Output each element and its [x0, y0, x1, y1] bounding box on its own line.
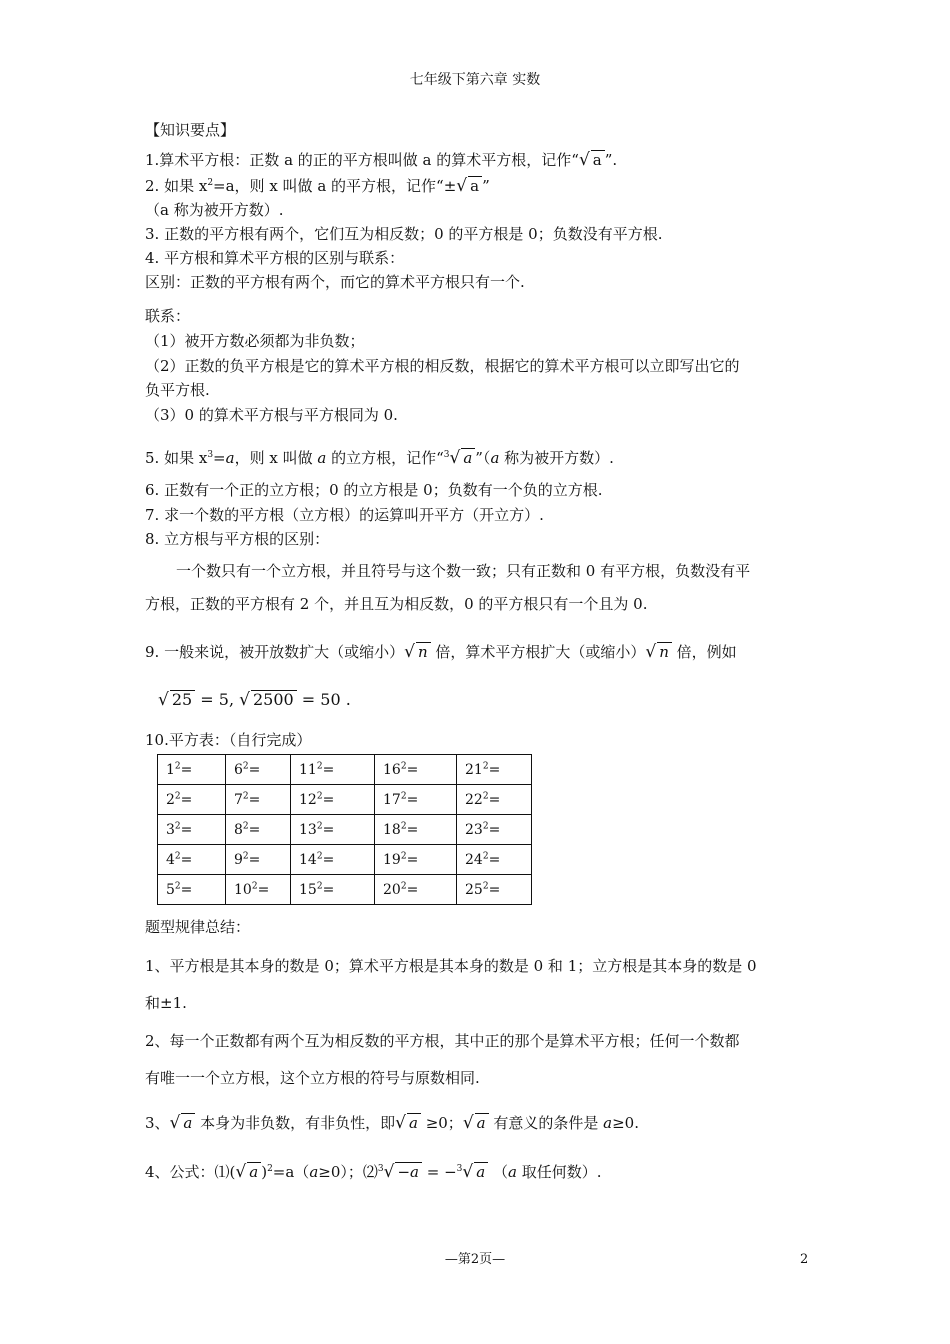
equals: =: [322, 791, 335, 808]
point-10: 10.平方表：（自行完成）: [145, 731, 312, 749]
point-1: [145, 150, 617, 170]
exponent: 2: [400, 850, 407, 861]
radicand: a: [474, 1162, 488, 1181]
radical-sign: √: [158, 690, 169, 710]
equals: =: [406, 791, 419, 808]
square-cell: [291, 785, 375, 815]
equals: =: [488, 881, 501, 898]
point-5-end: 称为被开方数）.: [499, 449, 614, 467]
summary-4-text: 4、公式：⑴(: [145, 1163, 236, 1181]
point-8-body-cont: 方根，正数的平方根有 2 个，并且互为相反数，0 的平方根只有一个且为 0.: [145, 595, 648, 613]
square-cell: [375, 785, 457, 815]
summary-4-text: = −: [421, 1163, 457, 1181]
point-2: [145, 176, 490, 196]
summary-3-end: ≥0.: [612, 1114, 639, 1132]
exponent: 2: [174, 850, 181, 861]
point-9-text: 9. 一般来说，被开放数扩大（或缩小）: [145, 643, 405, 661]
table-row: [158, 845, 532, 875]
radical-sign: √: [395, 1113, 406, 1133]
variable-a: a: [309, 1163, 319, 1181]
square-cell: [158, 815, 226, 845]
point-7: 7. 求一个数的平方根（立方根）的运算叫开平方（开立方）.: [145, 506, 544, 524]
base-number: 18: [383, 821, 401, 838]
exponent: 2: [400, 880, 407, 891]
point-8-body: 一个数只有一个立方根，并且符号与这个数一致；只有正数和 0 有平方根，负数没有平: [176, 562, 751, 580]
equals: =: [248, 761, 261, 778]
variable-a: a: [317, 449, 327, 467]
equals: =: [257, 881, 270, 898]
point-9-end: 倍，例如: [671, 643, 737, 661]
root-index: 3: [443, 450, 450, 460]
base-number: 20: [383, 881, 401, 898]
equals: =: [180, 761, 193, 778]
square-cell: [226, 755, 291, 785]
point-8: 8. 立方根与平方根的区别：: [145, 530, 330, 548]
equals: =: [322, 881, 335, 898]
square-cell: [457, 845, 532, 875]
radicand: −a: [395, 1162, 422, 1181]
page-number: 2: [800, 1252, 809, 1267]
square-cell: [158, 755, 226, 785]
exponent: 2: [316, 850, 323, 861]
exponent: 2: [267, 1164, 273, 1174]
equals: =: [322, 821, 335, 838]
variable-a: a: [507, 1163, 517, 1181]
exponent: 2: [400, 820, 407, 831]
page-footer: —第2页—: [444, 1252, 506, 1267]
equals: =: [488, 791, 501, 808]
base-number: 5: [166, 881, 175, 898]
equals: =: [488, 851, 501, 868]
point-1-text: 1.算术平方根：正数 a 的正的平方根叫做 a 的算术平方根，记作“: [145, 151, 579, 169]
radicand: n: [416, 642, 431, 661]
table-row: [158, 815, 532, 845]
exponent: 2: [400, 760, 407, 771]
base-number: 15: [299, 881, 317, 898]
square-cell: [375, 755, 457, 785]
point-1-end: ”.: [604, 151, 618, 169]
equals: =: [406, 881, 419, 898]
summary-2: 2、每一个正数都有两个互为相反数的平方根，其中正的那个是算术平方根；任何一个数都: [145, 1032, 740, 1050]
equals: =: [213, 449, 226, 467]
variable-a: a: [225, 449, 235, 467]
base-number: 14: [299, 851, 317, 868]
paren: ): [261, 1163, 268, 1181]
square-cell: [291, 845, 375, 875]
radical-sign: √: [383, 1162, 395, 1182]
point-4-difference: 区别：正数的平方根有两个，而它的算术平方根只有一个.: [145, 273, 525, 291]
point-9-example: [158, 690, 351, 710]
base-number: 13: [299, 821, 317, 838]
point-5-mid: 的立方根，记作“: [326, 449, 444, 467]
exponent: 2: [242, 820, 249, 831]
base-number: 9: [234, 851, 243, 868]
radicand: 2500: [251, 690, 297, 709]
base-number: 23: [465, 821, 483, 838]
base-number: 21: [465, 761, 483, 778]
square-cell: [375, 875, 457, 905]
relation-2: （2）正数的负平方根是它的算术平方根的相反数，根据它的算术平方根可以立即写出它的: [145, 357, 740, 375]
point-3: 3. 正数的平方根有两个，它们互为相反数；0 的平方根是 0；负数没有平方根.: [145, 225, 663, 243]
square-cell: [158, 845, 226, 875]
summary-title: 题型规律总结：: [145, 918, 251, 936]
exponent: 2: [242, 760, 249, 771]
radicand: n: [657, 642, 672, 661]
square-table: [157, 754, 532, 905]
point-5-mid: ”（: [475, 449, 491, 467]
equals: =: [180, 881, 193, 898]
summary-1-cont: 和±1.: [145, 994, 187, 1012]
radical-sign: √: [239, 690, 250, 710]
equals: =: [488, 761, 501, 778]
exponent: 3: [207, 450, 214, 460]
radicand: a: [247, 1162, 261, 1181]
equals: =: [488, 821, 501, 838]
summary-4: [145, 1162, 601, 1182]
base-number: 11: [299, 761, 317, 778]
equals: =: [248, 851, 261, 868]
base-number: 10: [234, 881, 252, 898]
exponent: 2: [400, 790, 407, 801]
square-cell: [291, 815, 375, 845]
radicand: a: [468, 176, 482, 195]
base-number: 12: [299, 791, 317, 808]
exponent: 2: [316, 880, 323, 891]
square-cell: [226, 845, 291, 875]
base-number: 17: [383, 791, 401, 808]
square-cell: [226, 875, 291, 905]
equals: =: [322, 851, 335, 868]
exponent: 2: [242, 850, 249, 861]
radical-sign: √: [645, 642, 657, 662]
exponent: 2: [316, 760, 323, 771]
exponent: 2: [207, 178, 214, 188]
page-header: 七年级下第六章 实数: [409, 72, 541, 88]
root-index: 3: [456, 1164, 463, 1174]
summary-3-text: 本身为非负数，有非负性，即: [195, 1114, 396, 1132]
square-cell: [375, 815, 457, 845]
square-cell: [375, 845, 457, 875]
relation-3: （3）0 的算术平方根与平方根同为 0.: [145, 406, 398, 424]
square-cell: [158, 785, 226, 815]
exponent: 2: [174, 760, 181, 771]
base-number: 6: [234, 761, 243, 778]
radical-sign: √: [404, 642, 415, 662]
section-title: 【知识要点】: [145, 121, 236, 139]
base-number: 22: [465, 791, 483, 808]
relation-2-cont: 负平方根.: [145, 381, 210, 399]
radical-sign: √: [462, 1113, 474, 1133]
radical-sign: √: [578, 150, 590, 170]
exponent: 2: [251, 880, 258, 891]
exponent: 2: [174, 880, 181, 891]
base-number: 3: [166, 821, 175, 838]
summary-4-text: （: [488, 1163, 508, 1181]
exponent: 2: [482, 850, 489, 861]
equals: =: [180, 851, 193, 868]
point-2-end: ”: [482, 177, 490, 195]
base-number: 7: [234, 791, 243, 808]
base-number: 25: [465, 881, 483, 898]
point-2-note: （a 称为被开方数）.: [145, 201, 284, 219]
summary-2-cont: 有唯一一个立方根，这个立方根的符号与原数相同.: [145, 1069, 480, 1087]
square-cell: [291, 875, 375, 905]
exponent: 2: [174, 820, 181, 831]
summary-1: 1、平方根是其本身的数是 0；算术平方根是其本身的数是 0 和 1；立方根是其本身的数是 0: [145, 957, 757, 975]
exponent: 2: [316, 790, 323, 801]
example-result: = 5,: [195, 690, 240, 709]
square-cell: [457, 875, 532, 905]
square-cell: [158, 875, 226, 905]
point-5: [145, 448, 614, 468]
radicand: a: [461, 448, 475, 467]
base-number: 24: [465, 851, 483, 868]
relation-1: （1）被开方数必须都为非负数；: [145, 332, 365, 350]
radicand: a: [181, 1113, 195, 1132]
table-row: [158, 755, 532, 785]
point-2-text: 2. 如果 x: [145, 177, 208, 195]
table-row: [158, 785, 532, 815]
equals: =: [248, 821, 261, 838]
square-cell: [457, 815, 532, 845]
square-cell: [457, 785, 532, 815]
example-result: = 50 .: [296, 690, 351, 709]
radical-sign: √: [235, 1162, 247, 1182]
exponent: 2: [316, 820, 323, 831]
square-cell: [457, 755, 532, 785]
base-number: 1: [166, 761, 175, 778]
exponent: 2: [482, 820, 489, 831]
point-2-mid: =a，则 x 叫做 a 的平方根，记作“±: [213, 177, 457, 195]
summary-3: [145, 1113, 639, 1133]
square-cell: [226, 815, 291, 845]
summary-3-text: ≥0；: [420, 1114, 463, 1132]
equals: =: [180, 821, 193, 838]
summary-4-text: =a（: [272, 1163, 310, 1181]
point-9-mid: 倍，算术平方根扩大（或缩小）: [430, 643, 646, 661]
point-5-text: 5. 如果 x: [145, 449, 208, 467]
variable-a: a: [490, 449, 500, 467]
point-9: [145, 642, 737, 662]
radical-sign: √: [449, 448, 461, 468]
radicand: a: [407, 1113, 421, 1132]
base-number: 8: [234, 821, 243, 838]
exponent: 2: [482, 760, 489, 771]
summary-4-text: ≥0）；⑵: [318, 1163, 378, 1181]
point-4-relation: 联系：: [145, 307, 191, 325]
square-cell: [226, 785, 291, 815]
point-6: 6. 正数有一个正的立方根；0 的立方根是 0；负数有一个负的立方根.: [145, 481, 603, 499]
base-number: 19: [383, 851, 401, 868]
equals: =: [248, 791, 261, 808]
base-number: 16: [383, 761, 401, 778]
point-5-mid: ，则 x 叫做: [234, 449, 318, 467]
summary-3-text: 有意义的条件是: [488, 1114, 604, 1132]
point-4: 4. 平方根和算术平方根的区别与联系：: [145, 249, 405, 267]
table-row: [158, 875, 532, 905]
radicand: a: [591, 150, 605, 169]
radical-sign: √: [456, 176, 468, 196]
exponent: 2: [482, 880, 489, 891]
equals: =: [180, 791, 193, 808]
radical-sign: √: [169, 1113, 181, 1133]
exponent: 2: [482, 790, 489, 801]
exponent: 2: [242, 790, 249, 801]
equals: =: [322, 761, 335, 778]
summary-4-end: 取任何数）.: [516, 1163, 602, 1181]
equals: =: [406, 821, 419, 838]
equals: =: [406, 851, 419, 868]
base-number: 4: [166, 851, 175, 868]
variable-a: a: [603, 1114, 613, 1132]
summary-3-num: 3、: [145, 1114, 170, 1132]
equals: =: [406, 761, 419, 778]
radicand: a: [475, 1113, 489, 1132]
base-number: 2: [166, 791, 175, 808]
square-cell: [291, 755, 375, 785]
radicand: 25: [170, 690, 195, 709]
root-index: 3: [377, 1164, 384, 1174]
radical-sign: √: [462, 1162, 474, 1182]
exponent: 2: [174, 790, 181, 801]
